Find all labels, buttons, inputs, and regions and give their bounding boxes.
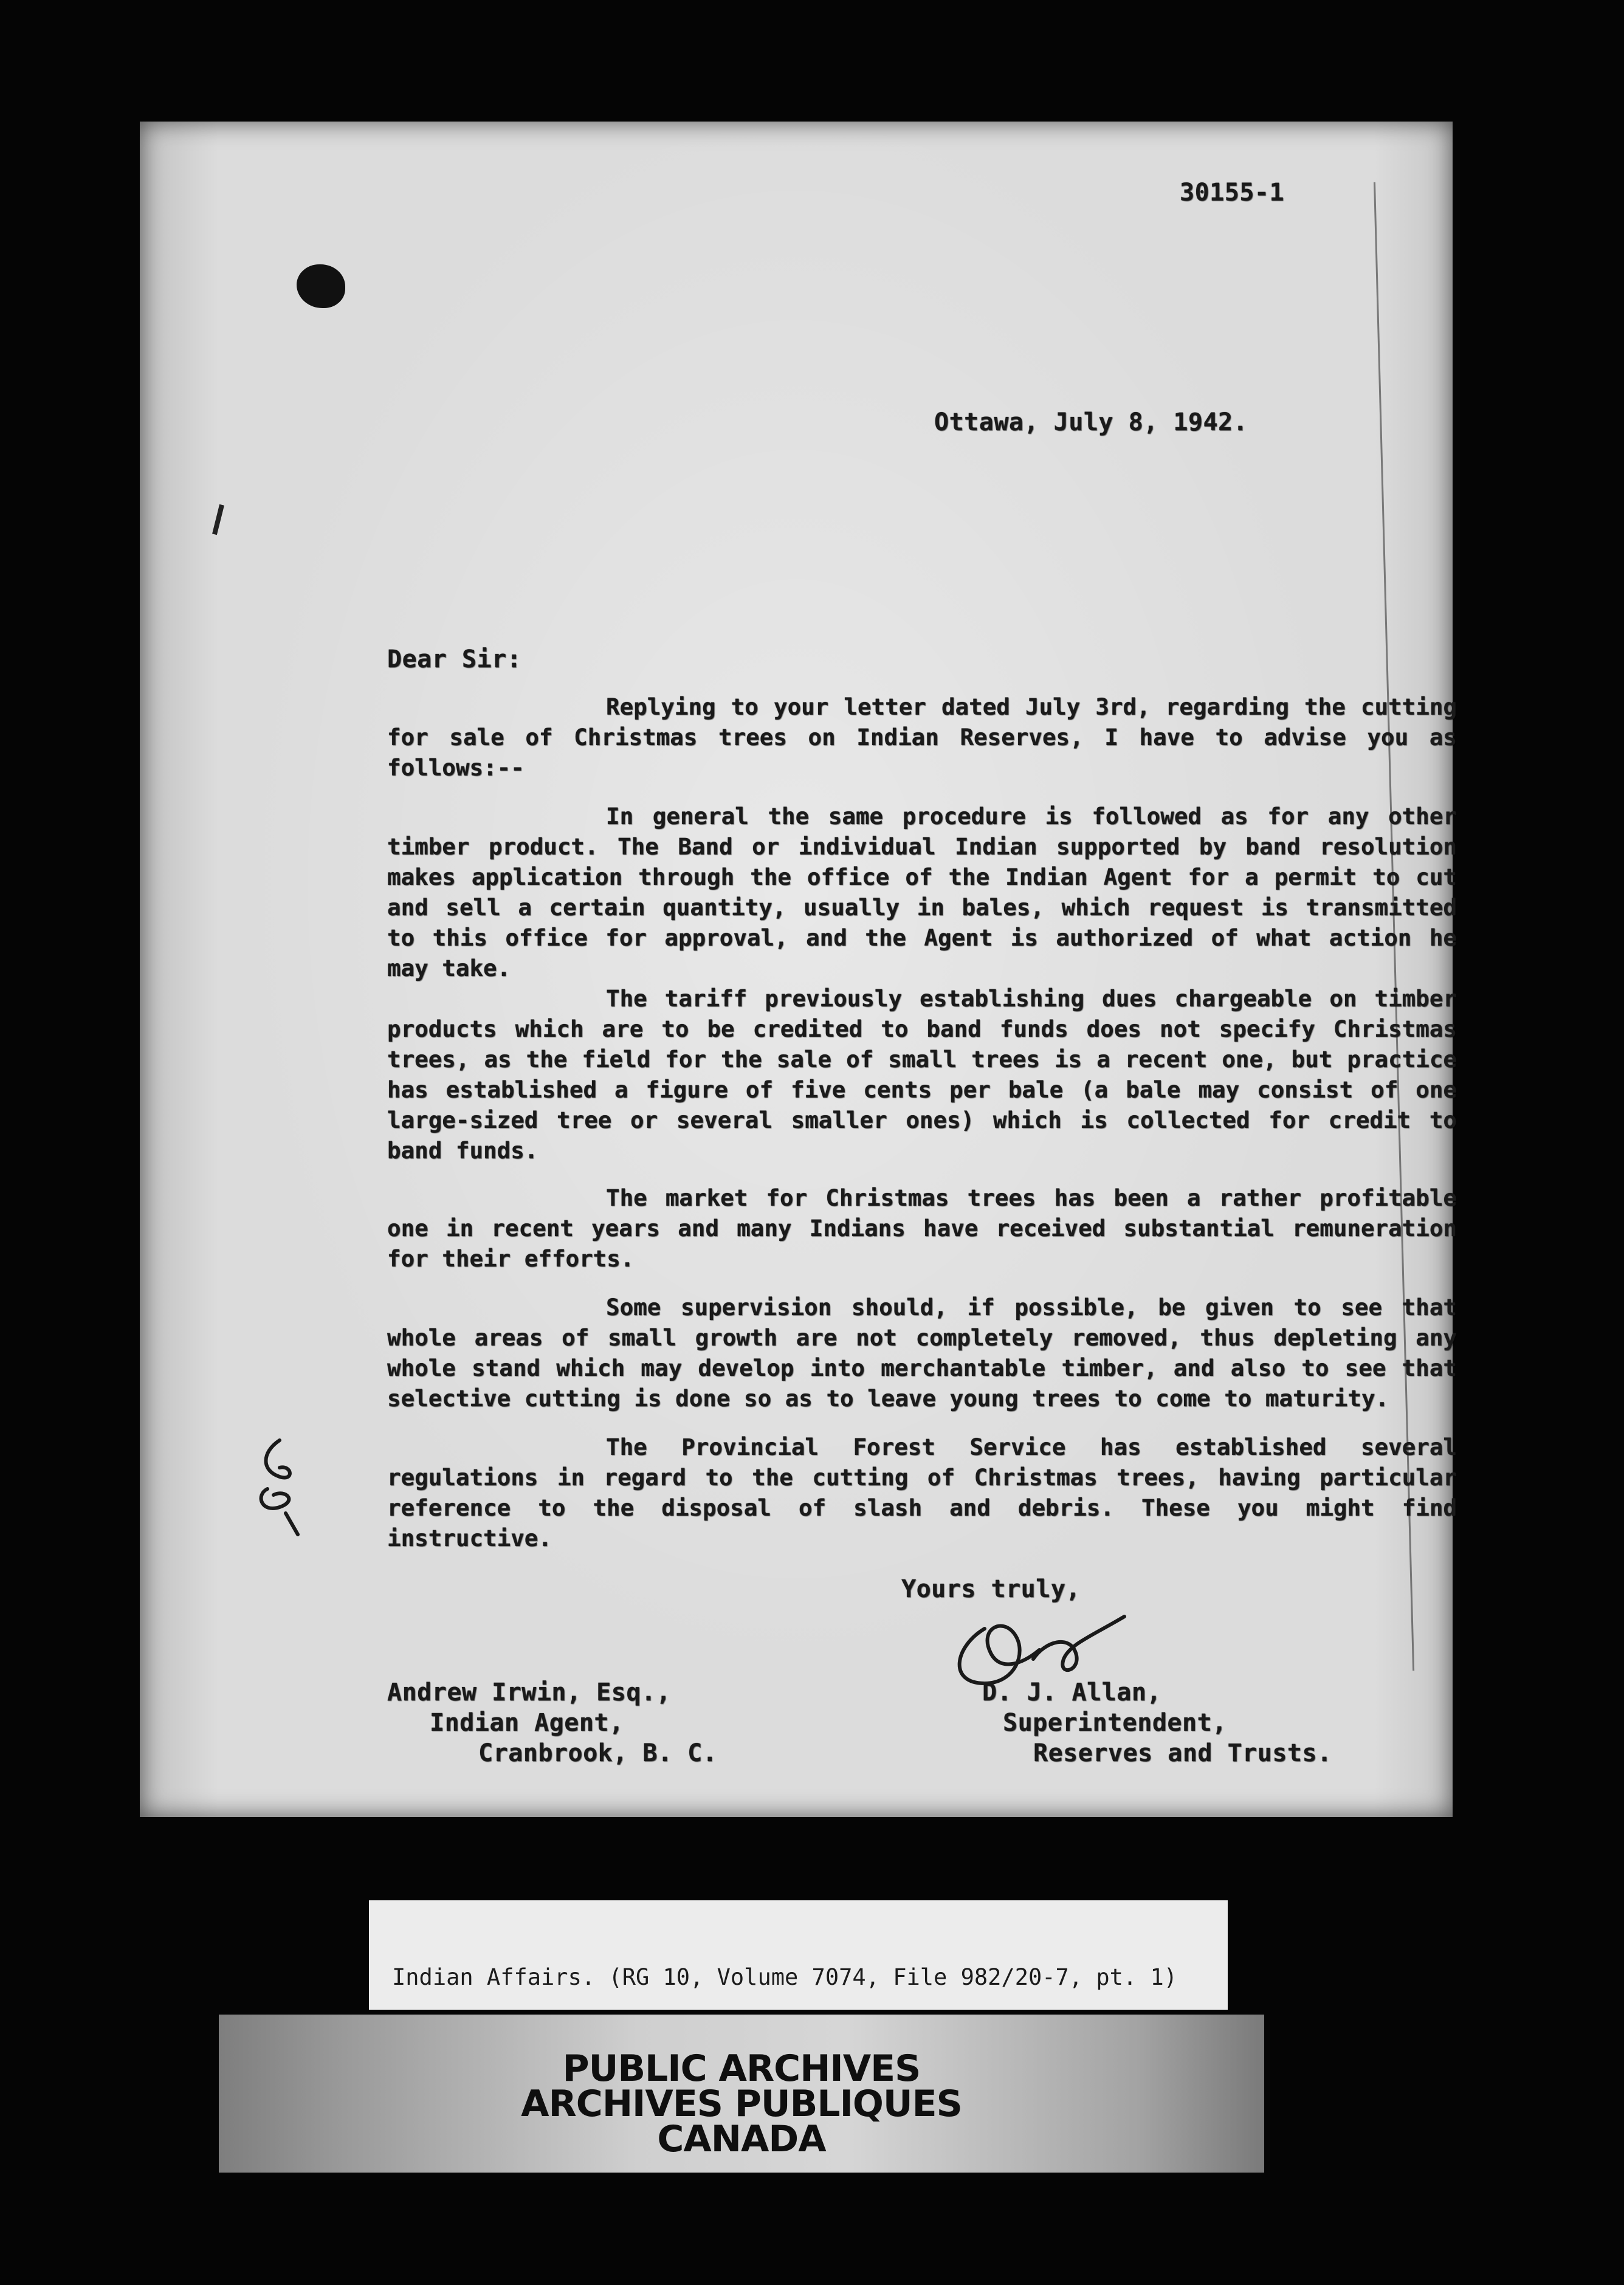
recipient-title: Indian Agent, xyxy=(430,1709,624,1737)
body-paragraph: Replying to your letter dated July 3rd, regarding the cutting for sale of Christmas trees on Indian Reserves, I have to advise you as follows:-- xyxy=(387,693,1457,781)
body-paragraph: The market for Christmas trees has been a rather profitable one in recent years and many Indians have received substantial remuneration for their efforts. xyxy=(387,1184,1457,1272)
punch-hole xyxy=(297,264,345,308)
body-paragraph: The tariff previously establishing dues chargeable on timber products which are to be credited to band funds does not specify Christmas trees, as the field for the sale of small trees is a recent one, but practice has established a figure of five cents per bale (a bale may consist of one large-sized tree or several smaller ones) which is collected for credit to band funds. xyxy=(387,985,1457,1164)
recipient-location: Cranbrook, B. C. xyxy=(478,1739,718,1767)
date-line: Ottawa, July 8, 1942. xyxy=(934,408,1248,436)
archives-line-en: PUBLIC ARCHIVES xyxy=(562,2047,921,2090)
signatory-title: Superintendent, xyxy=(1003,1709,1227,1737)
handwritten-initials xyxy=(243,1434,316,1538)
source-citation: Indian Affairs. (RG 10, Volume 7074, File 982/20-7, pt. 1) xyxy=(392,1964,1178,1990)
signatory-department: Reserves and Trusts. xyxy=(1033,1739,1332,1767)
stray-mark xyxy=(212,504,224,535)
letter-page xyxy=(140,122,1457,1817)
body-paragraph: In general the same procedure is followed as for any other timber product. The Band or individual Indian supported by band resolution makes application through the office of the Indian Agent for a permit to cut and sell a certain quantity, usually in bales, which request is transmitted to this office for approval, and the Agent is authorized of what action he may take. xyxy=(387,803,1457,981)
body-paragraph: Some supervision should, if possible, be given to see that whole areas of small growth are not completely removed, thus depleting any whole stand which may develop into merchantable timber, and also to see that selective cutting is done so as to leave young trees to come to maturity. xyxy=(387,1294,1457,1412)
body-paragraph: The Provincial Forest Service has established several regulations in regard to the cutting of Christmas trees, having particular reference to the disposal of slash and debris. These you might find instructive. xyxy=(387,1434,1457,1551)
closing: Yours truly, xyxy=(901,1575,1081,1603)
archives-line-country: CANADA xyxy=(657,2118,826,2160)
archives-stamp xyxy=(219,2015,1264,2173)
recipient-name: Andrew Irwin, Esq., xyxy=(387,1679,672,1706)
archives-line-fr: ARCHIVES PUBLIQUES xyxy=(521,2083,962,2125)
source-label xyxy=(369,1900,1228,2010)
file-number: 30155-1 xyxy=(1180,179,1285,207)
salutation: Dear Sir: xyxy=(387,645,522,673)
signatory-name: D. J. Allan, xyxy=(982,1679,1161,1706)
